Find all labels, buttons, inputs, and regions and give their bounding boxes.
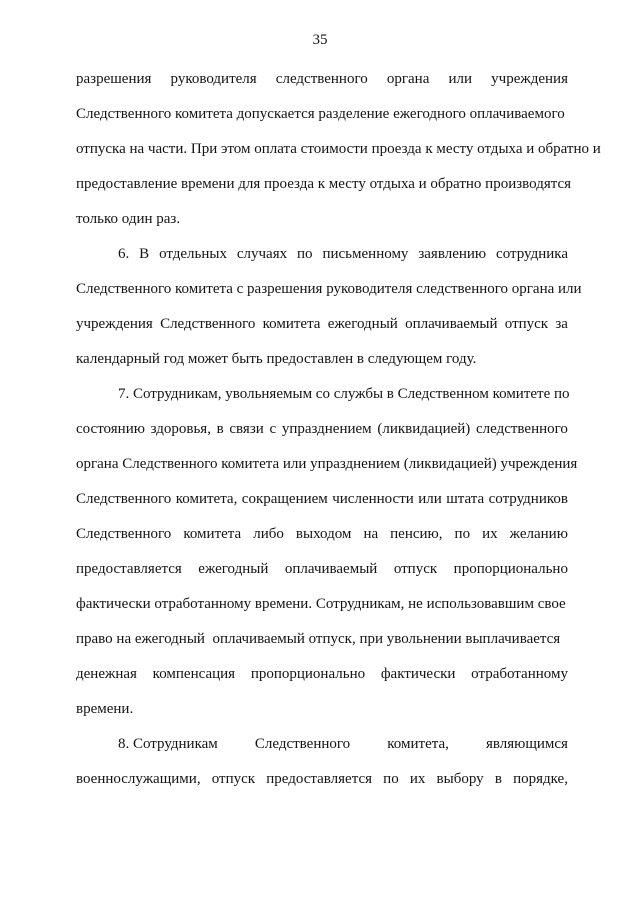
word: заявлению (418, 246, 487, 262)
word: состоянию (76, 421, 145, 437)
word: ежегодный (327, 316, 398, 332)
word: Следственного (76, 526, 172, 542)
word: следственного (275, 71, 368, 87)
word: оплачиваемый (405, 316, 498, 332)
text-line (76, 313, 568, 348)
word: сотрудников (488, 491, 568, 507)
word: военнослужащими, (76, 771, 201, 787)
text-line (76, 663, 568, 698)
text-line (76, 278, 582, 313)
line-text: предоставление времени для проезда к месту отдыха и обратно производятся (76, 176, 572, 192)
word: разрешения (76, 71, 152, 87)
word: желанию (509, 526, 568, 542)
text-line (76, 208, 568, 243)
word: денежная (76, 666, 137, 682)
text-line (76, 348, 568, 383)
word: по (297, 246, 313, 262)
line-text: календарный год может быть предоставлен в следующем году. (76, 351, 477, 367)
word: здоровья, (150, 421, 211, 437)
word: компенсация (152, 666, 236, 682)
text-line (76, 523, 568, 558)
word: фактически (380, 666, 456, 682)
word: комитета, (175, 491, 238, 507)
word: или (418, 491, 442, 507)
line-text: фактически отработанному времени. Сотрудникам, не использовавшим свое (76, 596, 566, 612)
word: выходом (295, 526, 352, 542)
word: либо (253, 526, 284, 542)
word: органа (386, 71, 430, 87)
word: 8. Сотрудникам (118, 736, 218, 752)
line-text: органа Следственного комитета или упразднением (ликвидацией) учреждения (76, 456, 578, 472)
word: в (494, 771, 502, 787)
word: связи (229, 421, 264, 437)
word: Следственного (160, 316, 256, 332)
word: их (409, 771, 426, 787)
word: упразднением (281, 421, 372, 437)
paragraph-item-7 (76, 383, 578, 733)
line-text: Следственного комитета допускается разделение ежегодного оплачиваемого (76, 106, 565, 122)
word: на (363, 526, 379, 542)
line-text: 7. Сотрудникам, увольняемым со службы в Следственном комитете по (118, 386, 570, 402)
text-line (76, 383, 568, 418)
page-number: 35 (312, 32, 328, 48)
word: пенсию, (390, 526, 443, 542)
word: за (555, 316, 568, 332)
text-line (76, 243, 568, 278)
word: выбору (436, 771, 484, 787)
word: отработанному (471, 666, 568, 682)
word: с (269, 421, 277, 437)
word: комитета (262, 316, 321, 332)
word: являющимся (485, 736, 568, 752)
word: отпуск (504, 316, 549, 332)
word: Следственного (76, 491, 172, 507)
text-line (76, 418, 568, 453)
line-text: только один раз. (76, 211, 181, 227)
word: Следственного (254, 736, 351, 752)
word: учреждения (76, 316, 153, 332)
word: пропорционально (250, 666, 366, 682)
word: в (216, 421, 224, 437)
word: или (448, 71, 473, 87)
word: предоставляется (266, 771, 373, 787)
word: письменному (322, 246, 409, 262)
text-line (76, 68, 568, 103)
word: порядке, (513, 771, 568, 787)
word: по (454, 526, 471, 542)
line-text: времени. (76, 701, 134, 717)
word: отпуск (393, 561, 438, 577)
word: по (383, 771, 399, 787)
word: их (482, 526, 498, 542)
word: пропорционально (453, 561, 568, 577)
word: отдельных (159, 246, 227, 262)
word: руководителя (170, 71, 257, 87)
text-line (76, 103, 568, 138)
text-line (76, 593, 568, 628)
word: комитета, (387, 736, 449, 752)
word: комитета (183, 526, 242, 542)
word: численности (332, 491, 414, 507)
word: ежегодный (198, 561, 269, 577)
text-line (76, 173, 572, 208)
paragraph-continuation (76, 68, 601, 243)
word: (ликвидацией) (377, 421, 471, 437)
word: оплачиваемый (284, 561, 378, 577)
word: В (139, 246, 150, 262)
word: сокращением (241, 491, 328, 507)
word: случаях (236, 246, 288, 262)
text-line (76, 488, 568, 523)
line-text: Следственного комитета с разрешения руководителя следственного органа или (76, 281, 582, 297)
paragraph-item-6 (76, 243, 582, 383)
text-line (76, 138, 601, 173)
line-text: отпуска на части. При этом оплата стоимости проезда к месту отдыха и обратно и (76, 141, 601, 157)
word: предоставляется (76, 561, 182, 577)
text-line (76, 628, 568, 663)
line-text: право на ежегодный оплачиваемый отпуск, при увольнении выплачивается (76, 631, 561, 647)
text-line (76, 698, 568, 733)
paragraph-item-8 (76, 733, 568, 803)
word: 6. (118, 246, 130, 262)
word: штата (446, 491, 485, 507)
word: отпуск (211, 771, 256, 787)
text-line (76, 733, 568, 768)
text-line (76, 768, 568, 803)
text-line (76, 453, 578, 488)
word: сотрудника (496, 246, 568, 262)
document-body (76, 68, 601, 803)
text-line (76, 558, 568, 593)
word: следственного (475, 421, 568, 437)
word: учреждения (491, 71, 568, 87)
